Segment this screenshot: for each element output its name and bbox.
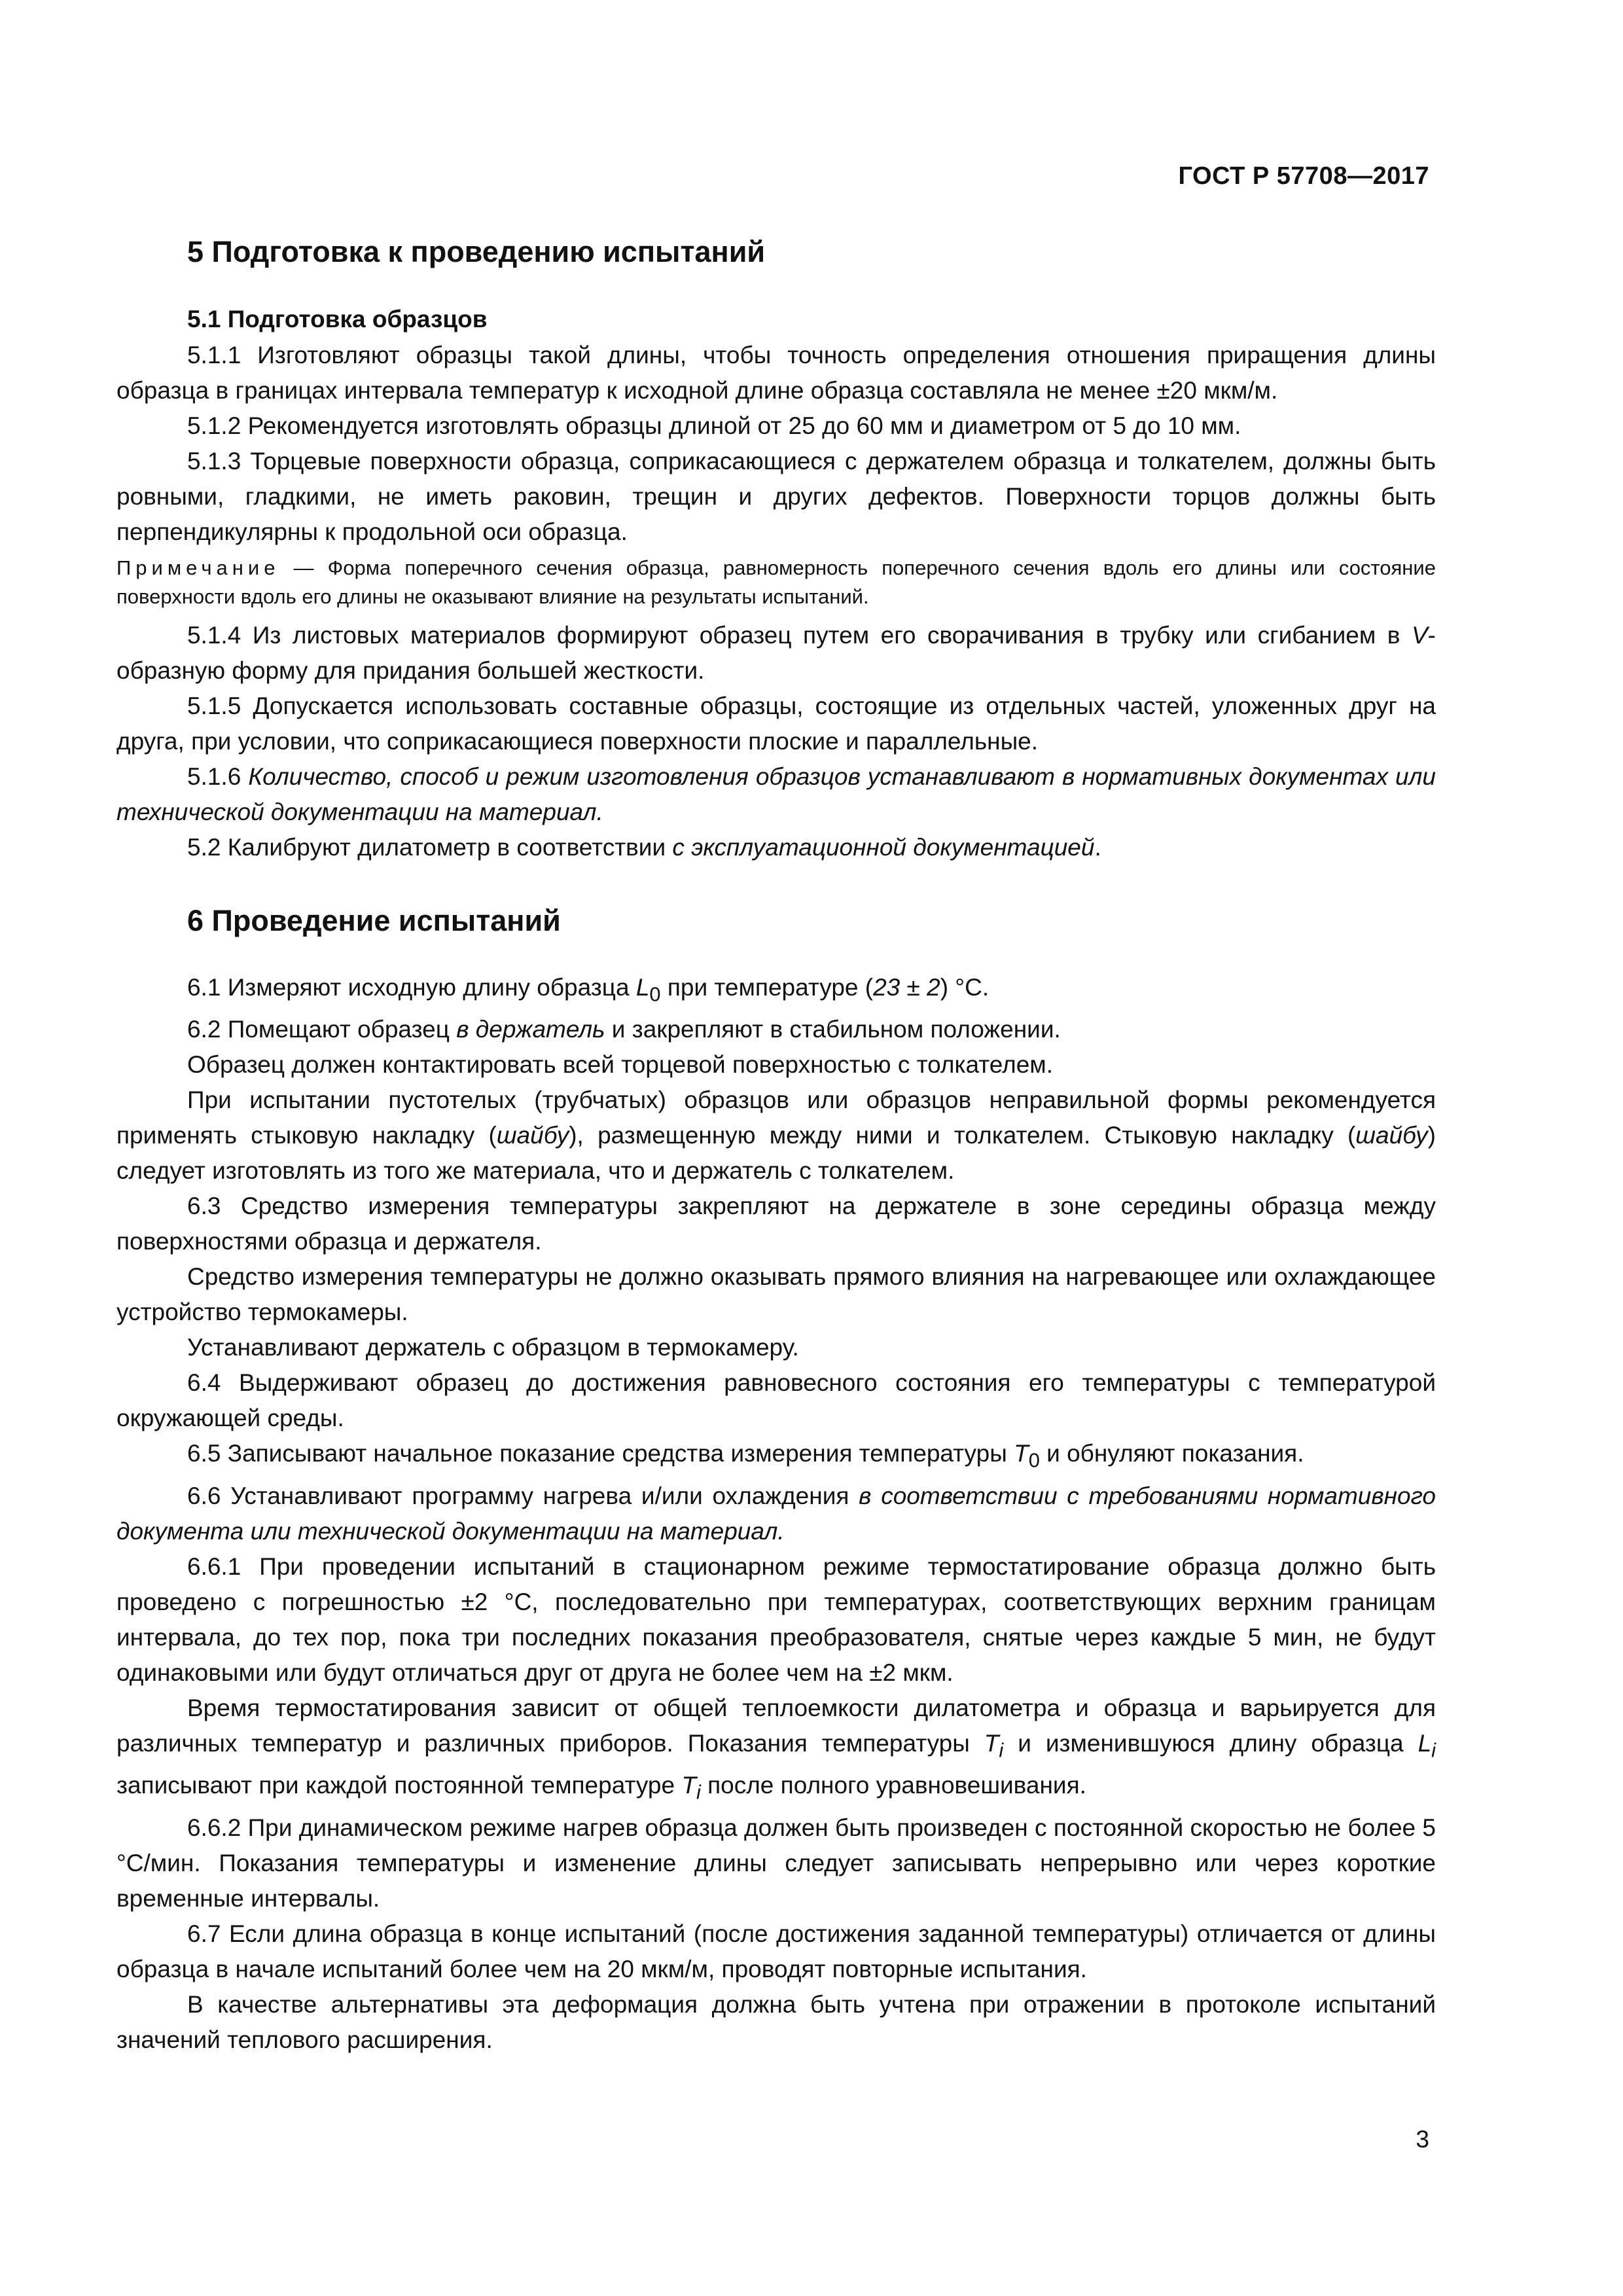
- section-5-title: 5 Подготовка к проведению испытаний: [187, 235, 766, 268]
- section-6-title: 6 Проведение испытаний: [187, 904, 561, 937]
- note-text: — Форма поперечного сечения образца, равномерность поперечного сечения вдоль его длины или состояние поверхности вдоль его длины не оказывают влияние на результаты испытаний.: [116, 556, 1436, 608]
- paragraph-6-6: 6.6 Устанавливают программу нагрева и/или охлаждения в соответствии с требованиями нормативного документа или технической документации на материал.: [116, 1482, 1436, 1545]
- paragraph-6-6-1-time: Время термостатирования зависит от общей теплоемкости дилатометра и образца и варьируется для различных температур и различных приборов. Показания температуры $T_i$ и изменившуюся длину образца $L_i$ записывают при каждой постоянной температуре $T_i$ после полного уравновешивания.: [116, 1694, 1436, 1804]
- paragraph-5-1-1: 5.1.1 Изготовляют образцы такой длины, чтобы точность определения отношения приращения длины образца в границах интервала температур к исходной длине образца составляла не менее ±20 мкм/м.: [116, 342, 1436, 404]
- paragraph-6-3-install: Устанавливают держатель с образцом в термокамеру.: [187, 1334, 799, 1361]
- paragraph-6-1: 6.1 Измеряют исходную длину образца $L_0$ при температуре (23 ± 2) °С.: [187, 974, 990, 1006]
- paragraph-6-3: 6.3 Средство измерения температуры закрепляют на держателе в зоне середины образца между поверхностями образца и держателя.: [116, 1193, 1436, 1255]
- paragraph-5-1-6: 5.1.6 Количество, способ и режим изготовления образцов устанавливают в нормативных документах или технической документации на материал.: [116, 763, 1436, 825]
- paragraph-6-6-2: 6.6.2 При динамическом режиме нагрев образца должен быть произведен с постоянной скоростью не более 5 °С/мин. Показания температуры и изменение длины следует записывать непрерывно или через короткие временные интервалы.: [116, 1814, 1436, 1912]
- note-label: Примечание: [116, 556, 280, 579]
- paragraph-5-2: 5.2 Калибруют дилатометр в соответствии с эксплуатационной документацией.: [187, 834, 1101, 861]
- paragraph-5-1-4: 5.1.4 Из листовых материалов формируют образец путем его сворачивания в трубку или сгибанием в V-образную форму для придания большей жесткости.: [116, 622, 1436, 684]
- standard-code: ГОСТ Р 57708—2017: [1178, 162, 1429, 190]
- paragraph-5-1-3: 5.1.3 Торцевые поверхности образца, соприкасающиеся с держателем образца и толкателем, должны быть ровными, гладкими, не иметь раковин, трещин и других дефектов. Поверхности торцов должны быть перпендикулярны к продольной оси образца.: [116, 448, 1436, 545]
- page-number: 3: [1416, 2126, 1429, 2153]
- note: [116, 554, 1436, 611]
- paragraph-6-5: 6.5 Записывают начальное показание средства измерения температуры $T_0$ и обнуляют показания.: [187, 1440, 1304, 1472]
- paragraph-6-7-alternative: В качестве альтернативы эта деформация должна быть учтена при отражении в протоколе испытаний значений теплового расширения.: [116, 1990, 1436, 2053]
- paragraph-6-2-contact: Образец должен контактировать всей торцевой поверхностью с толкателем.: [187, 1051, 1054, 1079]
- paragraph-6-6-1: 6.6.1 При проведении испытаний в стационарном режиме термостатирование образца должно быть проведено с погрешностью ±2 °С, последовательно при температурах, соответствующих верхним границам интервала, до тех пор, пока три последних показания преобразователя, снятые через каждые 5 мин, не будут одинаковыми или будут отличаться друг от друга не более чем на ±2 мкм.: [116, 1552, 1436, 1686]
- paragraph-6-2-washer: При испытании пустотелых (трубчатых) образцов или образцов неправильной формы рекомендуется применять стыковую накладку (шайбу), размещенную между ними и толкателем. Стыковую накладку (шайбу) следует изготовлять из того же материала, что и держатель с толкателем.: [116, 1086, 1436, 1185]
- paragraph-6-4: 6.4 Выдерживают образец до достижения равновесного состояния его температуры с температурой окружающей среды.: [116, 1369, 1436, 1432]
- section-5-1-title: 5.1 Подготовка образцов: [187, 306, 488, 332]
- paragraph-6-7: 6.7 Если длина образца в конце испытаний (после достижения заданной температуры) отличается от длины образца в начале испытаний более чем на 20 мкм/м, проводят повторные испытания.: [116, 1920, 1436, 1982]
- paragraph-5-1-2: 5.1.2 Рекомендуется изготовлять образцы длиной от 25 до 60 мм и диаметром от 5 до 10 мм.: [187, 412, 1241, 439]
- paragraph-5-1-5: 5.1.5 Допускается использовать составные образцы, состоящие из отдельных частей, уложенных друг на друга, при условии, что соприкасающиеся поверхности плоские и параллельные.: [116, 692, 1436, 755]
- paragraph-6-3-influence: Средство измерения температуры не должно оказывать прямого влияния на нагревающее или охлаждающее устройство термокамеры.: [116, 1263, 1436, 1326]
- paragraph-6-2: 6.2 Помещают образец в держатель и закрепляют в стабильном положении.: [187, 1016, 1061, 1043]
- page-content: [116, 229, 1436, 2058]
